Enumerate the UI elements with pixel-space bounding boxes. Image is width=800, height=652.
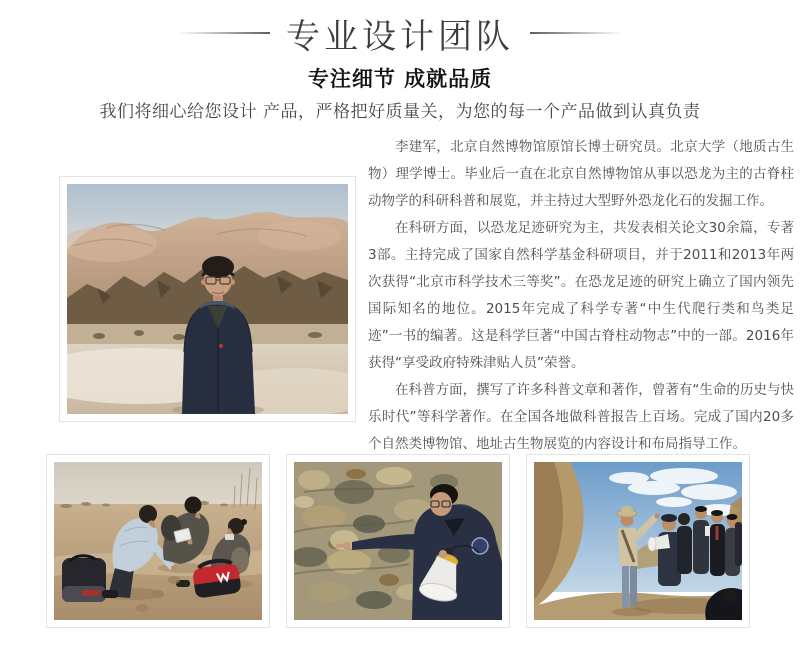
section-description: 我们将细心给您设计 产品，严格把好质量关，为您的每一个产品做到认真负责 xyxy=(99,102,701,122)
gallery-photo-field-tour xyxy=(526,454,750,628)
gallery-photo-footprint-survey xyxy=(46,454,270,628)
rockwall-lecture-illustration xyxy=(294,462,502,620)
bio-paragraph-1: 李建军，北京自然博物馆原馆长博士研究员。北京大学（地质古生物）理学博士。毕业后一直在北京自然博物馆从事以恐龙为主的古脊柱动物学的科研科普和展览，并主持过大型野外恐龙化石的发掘工作。 xyxy=(368,139,794,209)
footprint-survey-illustration xyxy=(54,462,262,620)
section-header xyxy=(0,10,800,56)
field-tour-illustration xyxy=(534,462,742,620)
biography-text xyxy=(368,134,794,458)
bio-paragraph-2: 在科研方面，以恐龙足迹研究为主，共发表相关论文30余篇，专著3部。主持完成了国家自然科学基金科研项目，并于2011和2013年两次获得“北京市科学技术三等奖”。在恐龙足迹的研究上确立了国内领先国际知名的地位。2015年完成了科学专著“中生代爬行类和鸟类足迹”一书的编著。这是科学巨著“中国古脊柱动物志”中的一部。2016年获得“享受政府特殊津贴人员”荣誉。 xyxy=(368,220,794,371)
bio-paragraph-3: 在科普方面，撰写了许多科普文章和著作，曾著有“生命的历史与快乐时代”等科学著作。在全国各地做科普报告上百场。完成了国内20多个自然类博物馆、地址古生物展览的内容设计和布局指导工作。 xyxy=(368,382,794,452)
portrait-illustration xyxy=(67,184,348,414)
section-subtitle: 专注细节 成就品质 xyxy=(307,67,493,91)
portrait-photo xyxy=(59,176,356,422)
black-backpack xyxy=(62,556,106,602)
title-divider-right xyxy=(530,32,622,34)
title-divider-left xyxy=(178,32,270,34)
gallery-photo-rockwall-lecture xyxy=(286,454,510,628)
page-title: 专业设计团队 xyxy=(286,16,514,57)
